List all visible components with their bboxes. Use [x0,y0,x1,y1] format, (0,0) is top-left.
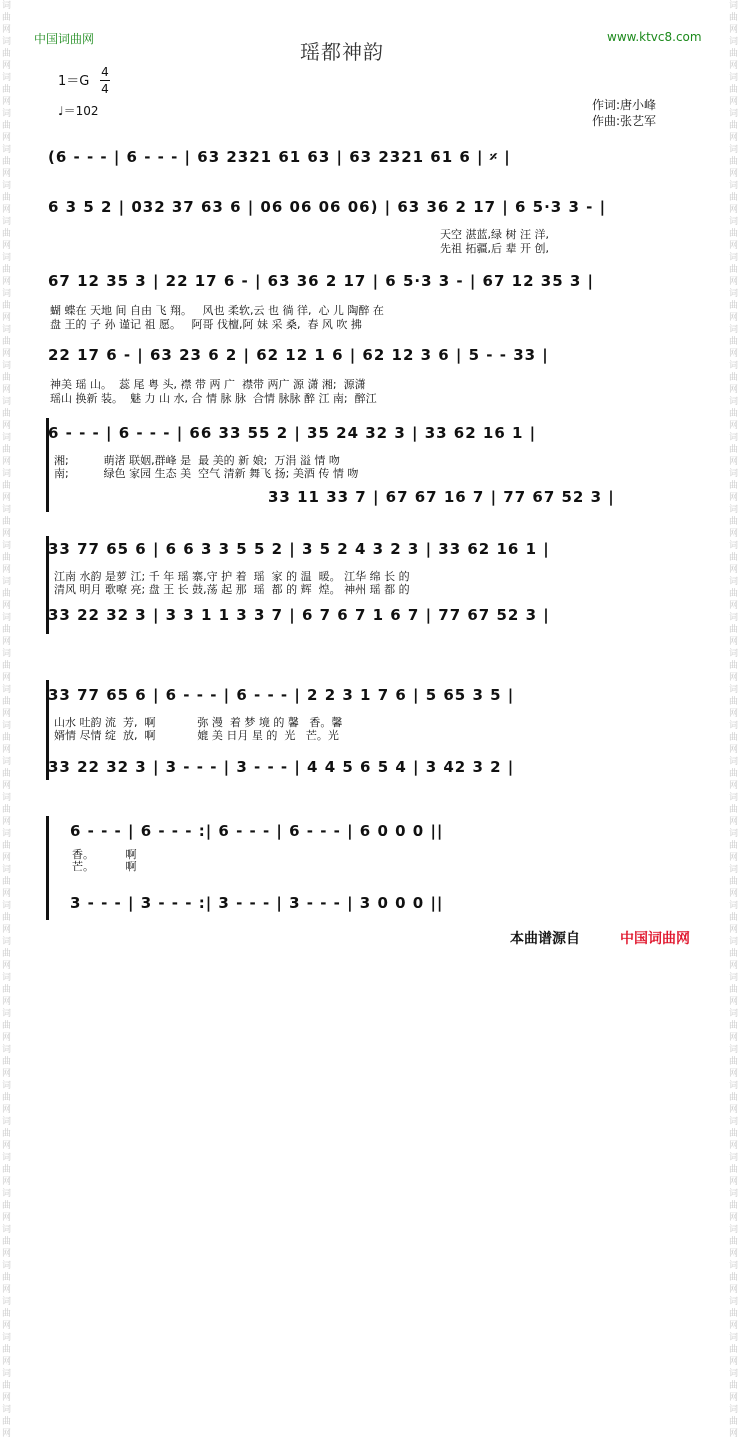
key-signature: 1＝G [58,74,90,89]
score-row: 6 3 5 2 | 032 37 63 6 | 06 06 06 06) | 63 36 2 17 | 6 5·3 3 - | [48,198,607,216]
source-label: 本曲谱源自 [510,931,580,947]
score-row: (6 - - - | 6 - - - | 63 2321 61 63 | 63 2321 61 6 | 𝄎 | [48,148,511,166]
time-signature [100,64,110,97]
score-row: 33 77 65 6 | 6 6 3 3 5 5 2 | 3 5 2 4 3 2 3 | 33 62 16 1 | [48,540,550,558]
score-row: 33 77 65 6 | 6 - - - | 6 - - - | 2 2 3 1 7 6 | 5 65 3 5 | [48,686,515,704]
lyric-line: 江南 水韵 是萝 江; 千 年 瑶 寨,守 护 着 瑶 家 的 温 暖。 江华 绵 长 的 [54,570,410,583]
system-bracket [46,816,49,920]
meter-top: 4 [101,65,109,79]
tempo-marking: ♩＝102 [58,104,99,118]
source-site: 中国词曲网 [620,931,690,947]
lyric-line: 先祖 拓疆,后 辈 开 创, [440,242,549,255]
lyric-line: 盘 王的 子 孙 谨记 祖 愿。 阿哥 伐檀,阿 妹 采 桑, 春 风 吹 拂 [50,318,362,331]
lyric-line: 神美 瑶 山。 蕊 尾 粤 头, 襟 带 两 广 襟带 两广 源 潇 湘; 源潇 [50,378,366,391]
score-row: 6 - - - | 6 - - - :| 6 - - - | 6 - - - | 6 0 0 0 || [70,822,444,840]
meter-bottom: 4 [101,82,109,96]
lyric-line: 香。 啊 [72,848,137,861]
site-url: www.ktvc8.com [607,30,702,44]
lyric-line: 湘; 萌渚 联姻,群峰 是 最 美的 新 娘; 万涓 溢 情 吻 [54,454,340,467]
lyric-line: 清风 明月 歌嘹 亮; 盘 王 长 鼓,荡 起 那 瑶 都 的 辉 煌。 神州 瑶 都 的 [54,583,410,596]
lyricist: 作词:唐小峰 [592,98,657,112]
score-row: 6 - - - | 6 - - - | 66 33 55 2 | 35 24 32 3 | 33 62 16 1 | [48,424,537,442]
lyric-line: 芒。 啊 [72,860,137,873]
lyric-line: 婿情 尽情 绽 放, 啊 媲 美 日月 星 的 光 芒。光 [54,729,339,742]
score-row-harmony: 33 22 32 3 | 3 - - - | 3 - - - | 4 4 5 6 5 4 | 3 42 3 2 | [48,758,515,776]
score-row-harmony: 3 - - - | 3 - - - :| 3 - - - | 3 - - - | 3 0 0 0 || [70,894,444,912]
lyric-line: 蝴 蝶在 天地 间 自由 飞 翔。 风也 柔软,云 也 徜 徉, 心 儿 陶醉 在 [50,304,384,317]
song-title: 瑶都神韵 [300,40,384,64]
watermark-left: 词曲网词曲网词曲网词曲网词曲网词曲网词曲网词曲网词曲网词曲网词曲网词曲网词曲网词曲网词曲网词曲网词曲网词曲网词曲网词曲网词曲网词曲网词曲网词曲网词曲网词曲网词曲网词曲网词曲网词曲网词曲网词曲网词曲网词曲网词曲网词曲网词曲网词曲网词曲网词曲网 [2,1,12,1439]
lyric-line: 南; 绿色 家园 生态 美 空气 清新 舞飞 扬; 美酒 传 情 吻 [54,467,359,480]
score-row: 67 12 35 3 | 22 17 6 - | 63 36 2 17 | 6 5·3 3 - | 67 12 35 3 | [48,272,594,290]
score-row-harmony: 33 11 33 7 | 67 67 16 7 | 77 67 52 3 | [268,488,615,506]
site-name: 中国词曲网 [34,32,95,46]
lyric-line: 瑶山 换新 装。 魅 力 山 水, 合 情 脉 脉 合情 脉脉 醉 江 南; 醉江 [50,392,377,405]
score-row-harmony: 33 22 32 3 | 3 3 1 1 3 3 7 | 6 7 6 7 1 6 7 | 77 67 52 3 | [48,606,550,624]
lyric-line: 天空 湛蓝,绿 树 汪 洋, [440,228,549,241]
watermark-right: 词曲网词曲网词曲网词曲网词曲网词曲网词曲网词曲网词曲网词曲网词曲网词曲网词曲网词曲网词曲网词曲网词曲网词曲网词曲网词曲网词曲网词曲网词曲网词曲网词曲网词曲网词曲网词曲网词曲网词曲网词曲网词曲网词曲网词曲网词曲网词曲网词曲网词曲网词曲网词曲网 [729,1,739,1439]
score-row: 22 17 6 - | 63 23 6 2 | 62 12 1 6 | 62 12 3 6 | 5 - - 33 | [48,346,549,364]
composer: 作曲:张艺军 [592,114,657,128]
lyric-line: 山水 吐韵 流 芳, 啊 弥 漫 着 梦 境 的 馨 香。馨 [54,716,343,729]
